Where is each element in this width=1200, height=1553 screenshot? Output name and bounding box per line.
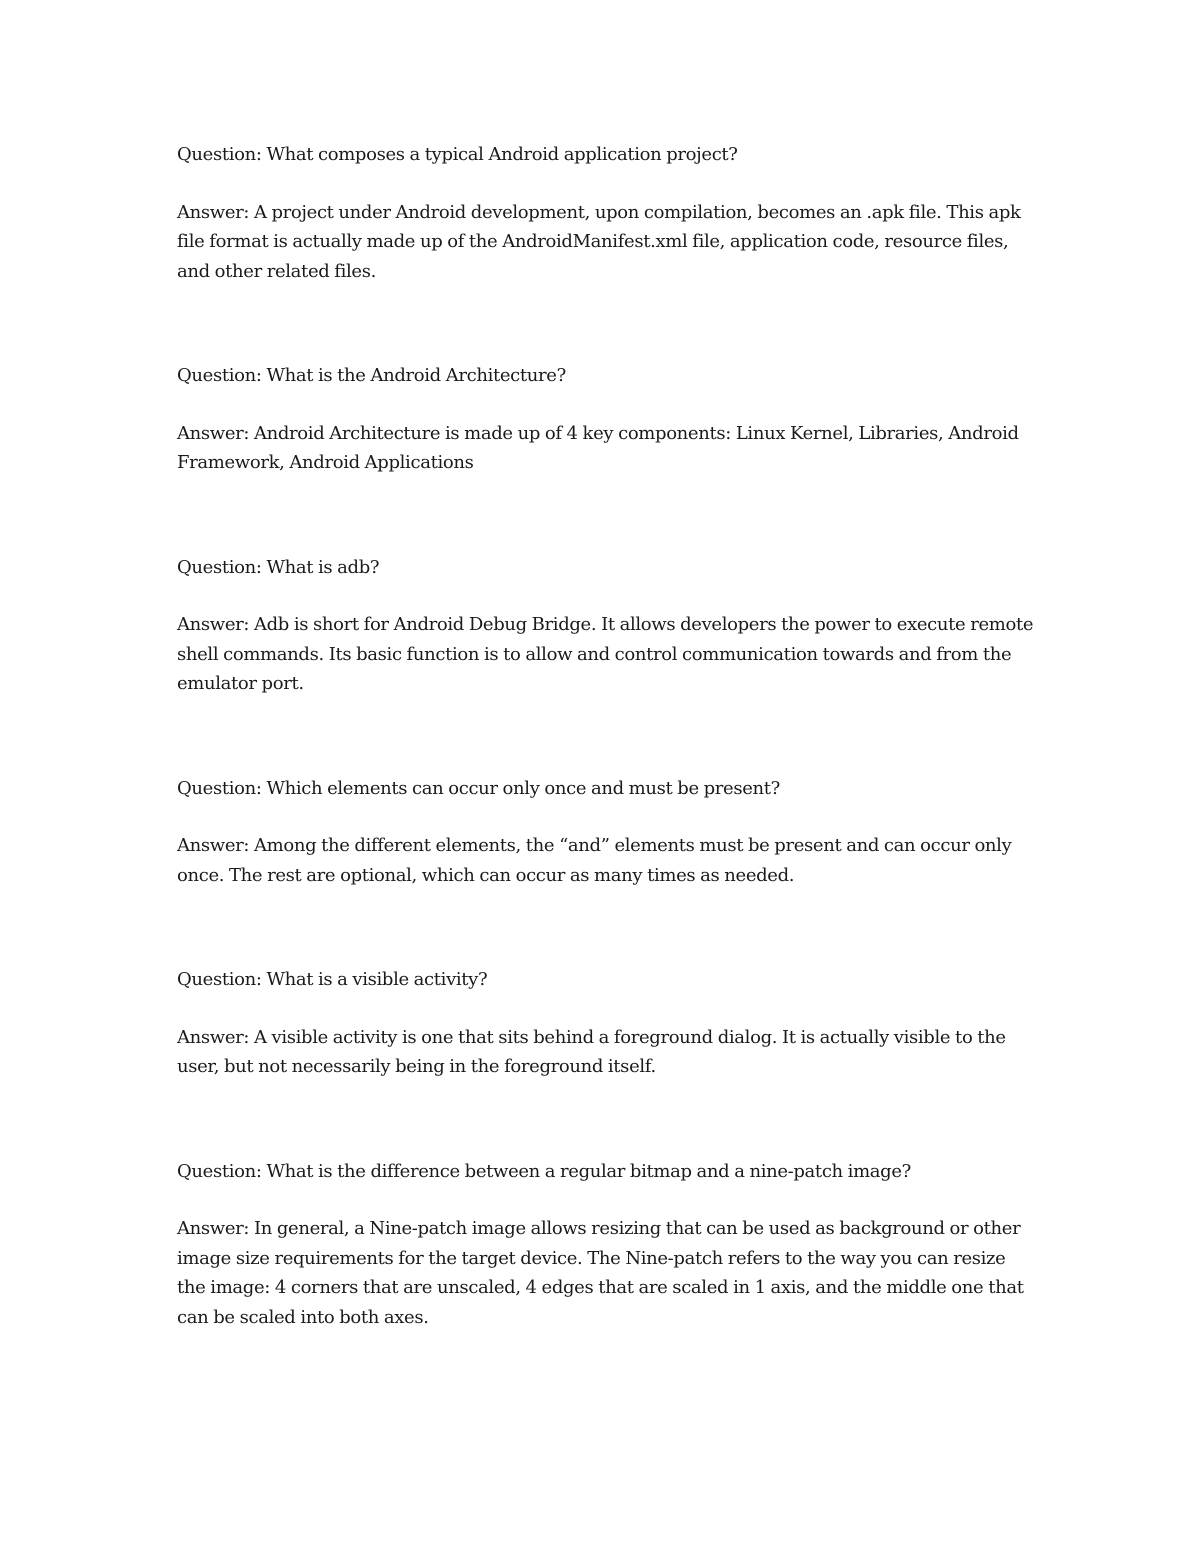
question-text: Question: What is a visible activity? xyxy=(177,969,488,990)
answer-text: Answer: A project under Android development, upon compilation, becomes an .apk file. This apk file format is actually made up of the AndroidManifest.xml file, application code, resource files, and other related files. xyxy=(177,201,1021,282)
qa-item-6 xyxy=(177,1157,1037,1333)
question-text: Question: What composes a typical Android application project? xyxy=(177,144,738,165)
document-body xyxy=(177,140,1037,1332)
question-text: Question: What is the Android Architecture? xyxy=(177,365,566,386)
answer-text: Answer: Among the different elements, the “and” elements must be present and can occur only once. The rest are optional, which can occur as many times as needed. xyxy=(177,835,1012,886)
qa-item-5 xyxy=(177,965,1037,1082)
question-text: Question: Which elements can occur only once and must be present? xyxy=(177,777,780,799)
qa-item-3 xyxy=(177,553,1037,699)
answer-text: Answer: Android Architecture is made up of 4 key components: Linux Kernel, Libraries, Android Framework, Android Applications xyxy=(177,422,1019,473)
answer-text: Answer: Adb is short for Android Debug Bridge. It allows developers the power to execute remote shell commands. Its basic function is to allow and control communication towards and from the emulator port. xyxy=(177,614,1034,694)
qa-item-4 xyxy=(177,774,1037,891)
question-text: Question: What is the difference between a regular bitmap and a nine-patch image? xyxy=(177,1160,911,1182)
qa-item-2 xyxy=(177,361,1037,478)
answer-text: Answer: In general, a Nine-patch image allows resizing that can be used as background or other image size requirements for the target device. The Nine-patch refers to the way you can resize the image: 4 corners that are unscaled, 4 edges that are scaled in 1 axis, and the middle one that can be scaled into both axes. xyxy=(177,1218,1024,1328)
question-text: Question: What is adb? xyxy=(177,556,380,578)
answer-text: Answer: A visible activity is one that sits behind a foreground dialog. It is actually visible to the user, but not necessarily being in the foreground itself. xyxy=(177,1026,1006,1077)
qa-item-1 xyxy=(177,140,1037,286)
